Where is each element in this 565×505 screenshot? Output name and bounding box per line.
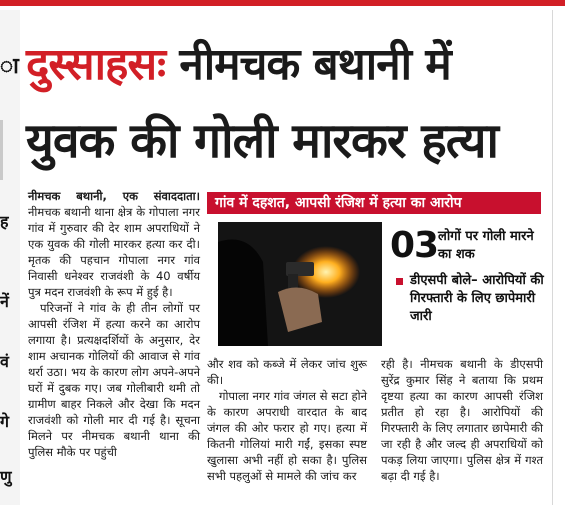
article-column-3 — [381, 356, 543, 484]
headline-line-1-rest: नीमचक बथानी में — [165, 39, 451, 90]
left-fragment: नें — [0, 292, 9, 311]
headline-kicker: दुस्साहसः — [26, 39, 166, 90]
gun-firing-photo — [218, 222, 382, 346]
fact-number-text: लोगों पर गोली मारने का शक — [438, 229, 534, 262]
article-paragraph-4: गोपाला नगर गांव जंगल से सटा होने के कारण अपराधी वारदात के बाद जंगल की ओर फरार हो गए। हत्या में कितनी गोलियां मारी गईं, इसका स्पष्ट खुलासा अभी नहीं हो सका है। पुलिस सभी पहलुओं से मामले की जांच कर — [207, 389, 367, 483]
fact-bullet-text: डीएसपी बोले– आरोपियों की गिरफ्तारी के लिए छापेमारी जारी — [410, 273, 544, 324]
left-fragment: ा — [0, 54, 19, 79]
article-paragraph-1: नीमचक बथानी थाना क्षेत्र के गोपाला नगर गांव में गुरुवार की देर शाम अपराधियों ने एक युवक की गोली मारकर हत्या कर दी। मृतक की पहचान गोपाला नगर गांव निवासी धनेश्वर राजवंशी के 40 वर्षीय पुत्र मदन राजवंशी के रूप में हुई है। — [28, 205, 200, 299]
article-column-2 — [207, 356, 367, 484]
byline: नीमचक बथानी, एक संवाददाता। — [28, 189, 200, 203]
fact-number: 03 — [390, 225, 439, 266]
left-fragment: ह — [0, 212, 9, 231]
left-fragment: णु — [0, 467, 12, 486]
left-fragment: वं — [0, 352, 9, 371]
article-paragraph-5: रही है। नीमचक बथानी के डीएसपी सुरेंद्र कुमार सिंह ने बताया कि प्रथम दृष्टया हत्या का कारण आपसी रंजिश प्रतीत हो रहा है। आरोपियों की गिरफ्तारी के लिए लगातार छापेमारी की जा रही है और जल्द ही अपराधियों को पकड़ लिया जाएगा। पुलिस क्षेत्र में गश्त बढ़ा दी गई है। — [381, 357, 543, 483]
article-column-1 — [28, 188, 200, 460]
bullet-square-icon — [396, 278, 403, 285]
adjacent-article-strip — [0, 10, 20, 505]
subheading-banner: गांव में दहशत, आपसी रंजिश में हत्या का आरोप — [207, 192, 541, 214]
headline-line-2: युवक की गोली मारकर हत्या — [26, 113, 498, 169]
article-paragraph-2: परिजनों ने गांव के ही तीन लोगों पर आपसी रंजिश में हत्या करने का आरोप लगाया है। प्रत्यक्षदर्शियों के अनुसार, देर शाम अचानक गोलियों की आवाज से गांव थर्रा उठा। भय के कारण लोग अपने-अपने घरों में दुबक गए। जब गोलीबारी थमी तो ग्रामीण बाहर निकले और देखा कि मदन राजवंशी को गोली मार दी गई है। सूचना मिलने पर नीमचक बथानी थाना की पुलिस मौके पर पहुंची — [28, 301, 200, 459]
right-margin — [548, 10, 565, 505]
headline-line-1 — [26, 40, 451, 90]
article-paragraph-3: और शव को कब्जे में लेकर जांच शुरू की। — [207, 357, 367, 387]
left-fragment: गे — [0, 412, 10, 431]
